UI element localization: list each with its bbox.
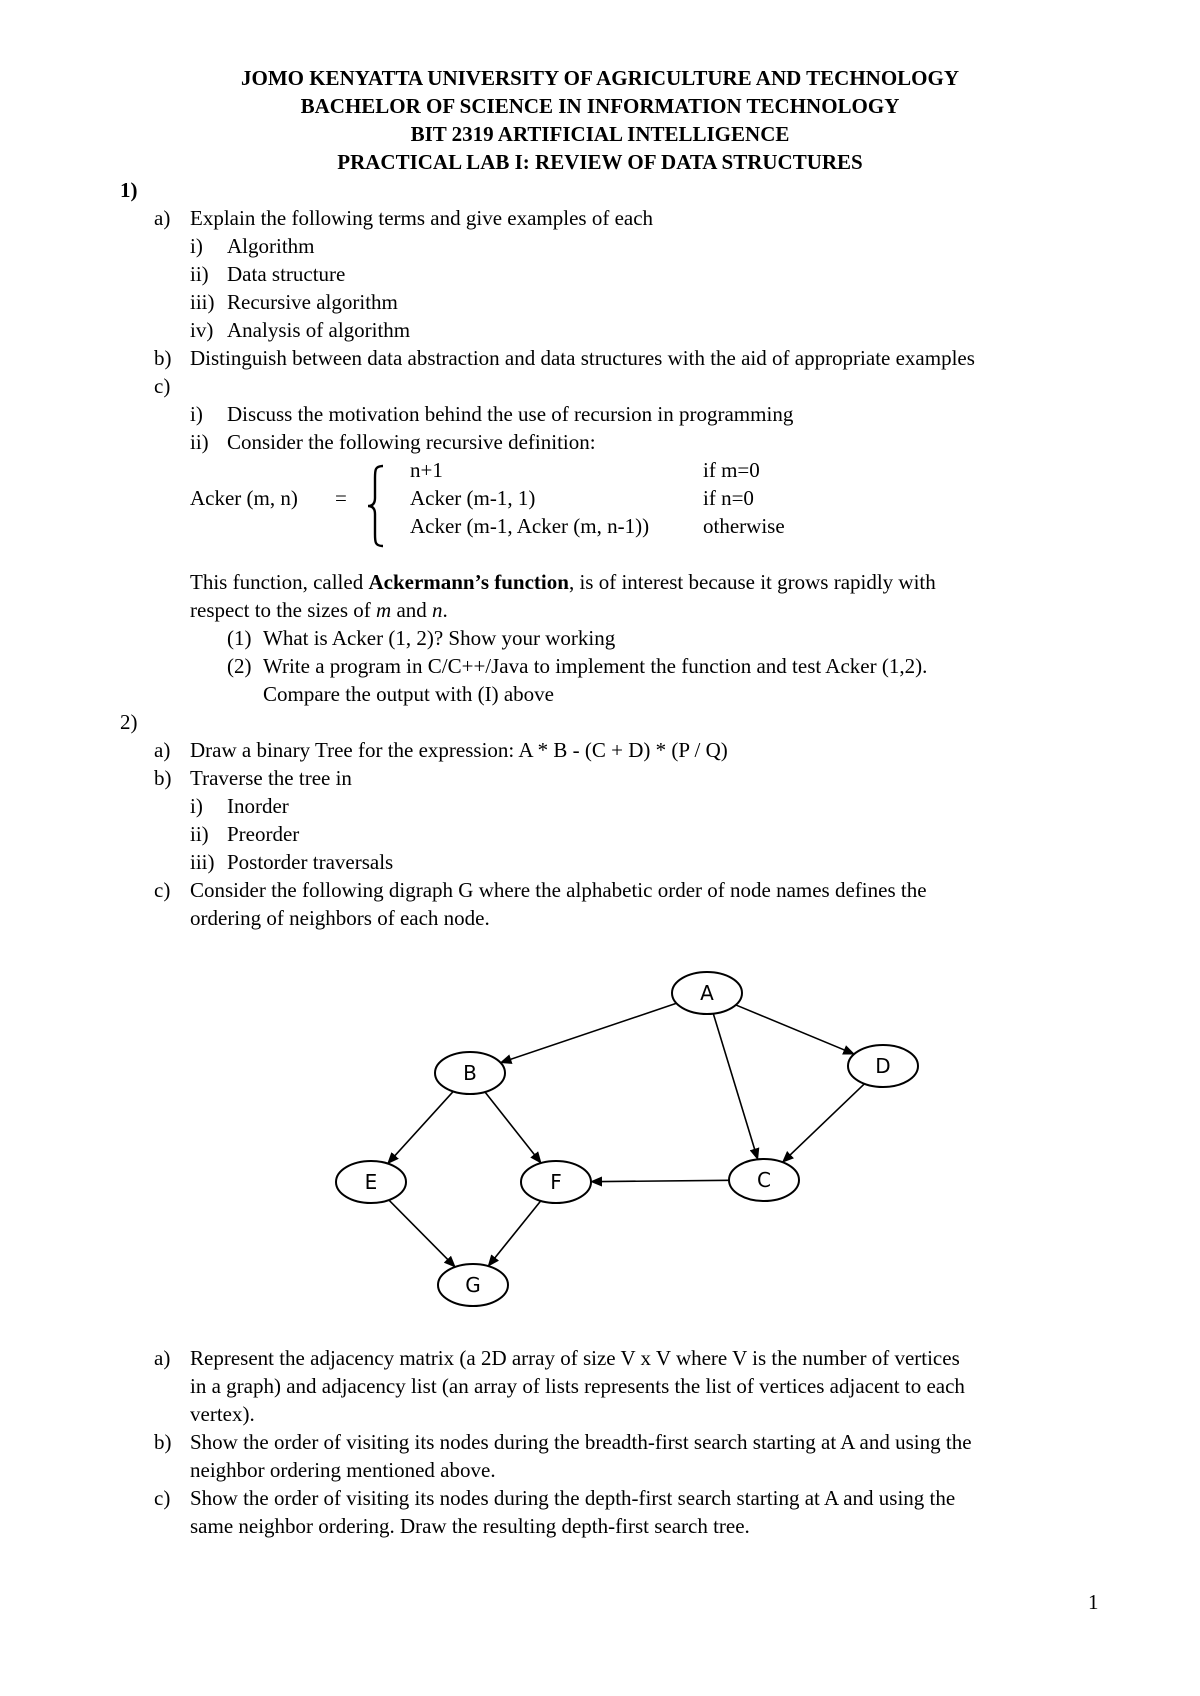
- ackermann-case-expr: n+1: [410, 458, 443, 482]
- q2b-item-text: Inorder: [227, 794, 289, 818]
- subq-text: Write a program in C/C++/Java to implement the function and test Acker (1,2).: [263, 654, 928, 678]
- q3c-label: c): [154, 1486, 171, 1510]
- edge-c-f: [591, 1180, 729, 1181]
- q2b-item-label: ii): [190, 822, 209, 846]
- q3a-text: in a graph) and adjacency list (an array of lists represents the list of vertices adjacent to each: [190, 1374, 965, 1398]
- ackermann-case-cond: otherwise: [703, 514, 785, 538]
- variable-n: n: [432, 598, 443, 622]
- node-a: [672, 972, 742, 1014]
- q1a-item-label: iv): [190, 318, 214, 342]
- university-title: JOMO KENYATTA UNIVERSITY OF AGRICULTURE AND TECHNOLOGY: [240, 66, 960, 90]
- degree-title: BACHELOR OF SCIENCE IN INFORMATION TECHNOLOGY: [300, 94, 900, 118]
- q2c-text: Consider the following digraph G where the alphabetic order of node names defines the: [190, 878, 927, 902]
- q1c-i-label: i): [190, 402, 203, 426]
- q2c-text-cont: ordering of neighbors of each node.: [190, 906, 490, 930]
- paragraph-text: .: [442, 598, 448, 622]
- q2c-label: c): [154, 878, 171, 902]
- q2b-item-label: i): [190, 794, 203, 818]
- left-brace: [366, 464, 386, 548]
- node-label-g: G: [465, 1273, 481, 1297]
- q1a-item-label: i): [190, 234, 203, 258]
- ackermann-term: Ackermann’s function: [368, 570, 569, 594]
- q1c-label: c): [154, 374, 171, 398]
- node-label-f: F: [550, 1170, 562, 1194]
- paragraph-text: This function, called: [190, 570, 369, 594]
- q1a-item-text: Recursive algorithm: [227, 290, 398, 314]
- node-label-b: B: [463, 1061, 477, 1085]
- q1a-item-text: Algorithm: [227, 234, 315, 258]
- edge-d-c: [783, 1084, 865, 1162]
- lab-title: PRACTICAL LAB I: REVIEW OF DATA STRUCTURES: [337, 150, 863, 174]
- q1c-ii-text: Consider the following recursive definition:: [227, 430, 596, 454]
- q3a-text: vertex).: [190, 1402, 255, 1426]
- q3b-text: neighbor ordering mentioned above.: [190, 1458, 496, 1482]
- q2a-label: a): [154, 738, 171, 762]
- node-d: [848, 1045, 918, 1087]
- subq-label: (1): [227, 626, 252, 650]
- node-label-a: A: [700, 981, 714, 1005]
- paragraph-text: respect to the sizes of: [190, 598, 377, 622]
- node-label-c: C: [757, 1168, 771, 1192]
- q3b-text: Show the order of visiting its nodes during the breadth-first search starting at A and using the: [190, 1430, 972, 1454]
- node-label-e: E: [364, 1170, 378, 1194]
- subq-text-cont: Compare the output with (I) above: [263, 682, 555, 706]
- edge-a-d: [736, 1005, 854, 1054]
- q1b-text: Distinguish between data abstraction and data structures with the aid of appropriate examples: [190, 346, 975, 370]
- q2b-text: Traverse the tree in: [190, 766, 352, 790]
- ackermann-lhs: Acker (m, n): [190, 486, 298, 510]
- q1-number: 1): [120, 178, 138, 202]
- q1a-item-label: ii): [190, 262, 209, 286]
- edge-b-f: [485, 1092, 541, 1163]
- digraph-g: [320, 956, 940, 1316]
- ackermann-case-cond: if n=0: [703, 486, 754, 510]
- q3c-text: Show the order of visiting its nodes during the depth-first search starting at A and using the: [190, 1486, 956, 1510]
- node-b: [435, 1052, 505, 1094]
- q2a-text: Draw a binary Tree for the expression: A * B - (C + D) * (P / Q): [190, 738, 728, 762]
- q1a-item-label: iii): [190, 290, 215, 314]
- subq-label: (2): [227, 654, 252, 678]
- q3a-text: Represent the adjacency matrix (a 2D array of size V x V where V is the number of vertices: [190, 1346, 960, 1370]
- paragraph-text: and: [391, 598, 433, 622]
- q3a-label: a): [154, 1346, 171, 1370]
- ackermann-case-cond: if m=0: [703, 458, 760, 482]
- q1a-text: Explain the following terms and give examples of each: [190, 206, 654, 230]
- subq-text: What is Acker (1, 2)? Show your working: [263, 626, 616, 650]
- q1a-label: a): [154, 206, 171, 230]
- q1c-i-text: Discuss the motivation behind the use of recursion in programming: [227, 402, 794, 426]
- q1a-item-text: Data structure: [227, 262, 346, 286]
- paragraph-text: , is of interest because it grows rapidly with: [568, 570, 936, 594]
- course-title: BIT 2319 ARTIFICIAL INTELLIGENCE: [410, 122, 790, 146]
- ackermann-paragraph-line: [190, 596, 448, 624]
- edge-f-g: [488, 1201, 541, 1266]
- q3c-text: same neighbor ordering. Draw the resulting depth-first search tree.: [190, 1514, 750, 1538]
- node-label-d: D: [875, 1054, 891, 1078]
- variable-m: m: [376, 598, 392, 622]
- ackermann-case-expr: Acker (m-1, 1): [410, 486, 536, 510]
- q1c-ii-label: ii): [190, 430, 209, 454]
- edge-e-g: [389, 1200, 455, 1267]
- edge-a-b: [501, 1003, 677, 1062]
- q1b-label: b): [154, 346, 172, 370]
- node-c: [729, 1159, 799, 1201]
- q2b-item-text: Postorder traversals: [227, 850, 394, 874]
- ackermann-paragraph-line: [190, 568, 936, 596]
- node-e: [336, 1161, 406, 1203]
- q2-number: 2): [120, 710, 138, 734]
- edge-a-c: [713, 1014, 757, 1160]
- q2b-item-text: Preorder: [227, 822, 300, 846]
- page-number: 1: [1088, 1590, 1099, 1614]
- q2b-label: b): [154, 766, 172, 790]
- edge-b-e: [388, 1091, 454, 1163]
- q3b-label: b): [154, 1430, 172, 1454]
- ackermann-equals: =: [335, 486, 347, 510]
- node-g: [438, 1264, 508, 1306]
- node-f: [521, 1161, 591, 1203]
- q2b-item-label: iii): [190, 850, 215, 874]
- ackermann-case-expr: Acker (m-1, Acker (m, n-1)): [410, 514, 650, 538]
- q1a-item-text: Analysis of algorithm: [227, 318, 411, 342]
